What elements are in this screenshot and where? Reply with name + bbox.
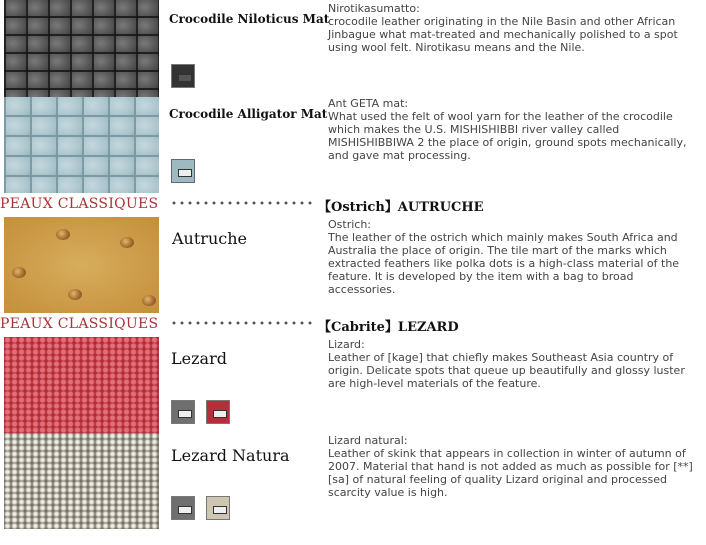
product-row-lezard — [0, 337, 706, 433]
product-description — [328, 218, 700, 296]
section-header-ostrich — [0, 196, 706, 216]
description-text: What used the felt of wool yarn for the leather of the crocodile which makes the U.S. MISHISHIBBI river valley called MISHISHIBBIWA 2 the place of origin, ground spots mechanically, and gave mat processing. — [328, 110, 687, 162]
color-chip-grey[interactable] — [171, 400, 195, 424]
product-description — [328, 2, 700, 54]
description-title: Ostrich: — [328, 218, 372, 231]
color-chip-beige[interactable] — [206, 496, 230, 520]
product-description — [328, 338, 700, 390]
description-text: Leather of skink that appears in collection in winter of autumn of 2007. Material that hand is not added as much as possible for [**] [sa] of natural feeling of quality Lizard original and processed scarcity value is high. — [328, 447, 693, 499]
description-title: Lizard: — [328, 338, 365, 351]
product-row-lezard-natura — [0, 433, 706, 529]
quill-bump — [142, 295, 156, 306]
product-name: Lezard — [171, 349, 227, 368]
color-chip-grey[interactable] — [171, 496, 195, 520]
dotted-divider — [170, 201, 315, 205]
quill-bump — [56, 229, 70, 240]
product-description — [328, 434, 700, 499]
quill-bump — [120, 237, 134, 248]
product-row-autruche — [0, 217, 706, 313]
product-name: Crocodile Alligator Mat — [169, 107, 328, 121]
section-title: 【Ostrich】AUTRUCHE — [318, 200, 484, 215]
product-row-niloticus — [0, 0, 706, 97]
section-title: 【Cabrite】LEZARD — [318, 320, 459, 335]
quill-bump — [12, 267, 26, 278]
description-text: crocodile leather originating in the Nile Basin and other African Jinbague what mat-treated and mechanically polished to a spot using wool felt. Nirotikasu means and the Nile. — [328, 15, 678, 54]
lizard-natural-swatch[interactable] — [4, 433, 159, 529]
section-label: PEAUX CLASSIQUES — [0, 316, 159, 332]
dotted-divider — [170, 321, 315, 325]
product-description — [328, 97, 700, 162]
description-text: The leather of the ostrich which mainly makes South Africa and Australia the place of origin. The tile mart of the marks which extracted feathers like polka dots is a high-class material of the feature. It is developed by the item with a bag to broad accessories. — [328, 231, 680, 296]
product-name: Lezard Natura — [171, 446, 290, 465]
croc-alligator-swatch[interactable] — [4, 97, 159, 193]
color-chip-blue[interactable] — [171, 159, 195, 183]
product-name: Autruche — [172, 229, 247, 248]
color-chip-red[interactable] — [206, 400, 230, 424]
color-chip-black[interactable] — [171, 64, 195, 88]
product-row-alligator — [0, 97, 706, 193]
description-title: Ant GETA mat: — [328, 97, 409, 110]
product-name: Crocodile Niloticus Mat — [169, 12, 330, 26]
lizard-swatch[interactable] — [4, 337, 159, 433]
section-label: PEAUX CLASSIQUES — [0, 196, 159, 212]
description-text: Leather of [kage] that chiefly makes Southeast Asia country of origin. Delicate spots that queue up beautifully and glossy luster are high-level materials of the feature. — [328, 351, 685, 390]
ostrich-swatch[interactable] — [4, 217, 159, 313]
description-title: Nirotikasumatto: — [328, 2, 420, 15]
section-header-lezard — [0, 316, 706, 336]
croc-niloticus-swatch[interactable] — [4, 0, 159, 97]
quill-bump — [68, 289, 82, 300]
description-title: Lizard natural: — [328, 434, 408, 447]
